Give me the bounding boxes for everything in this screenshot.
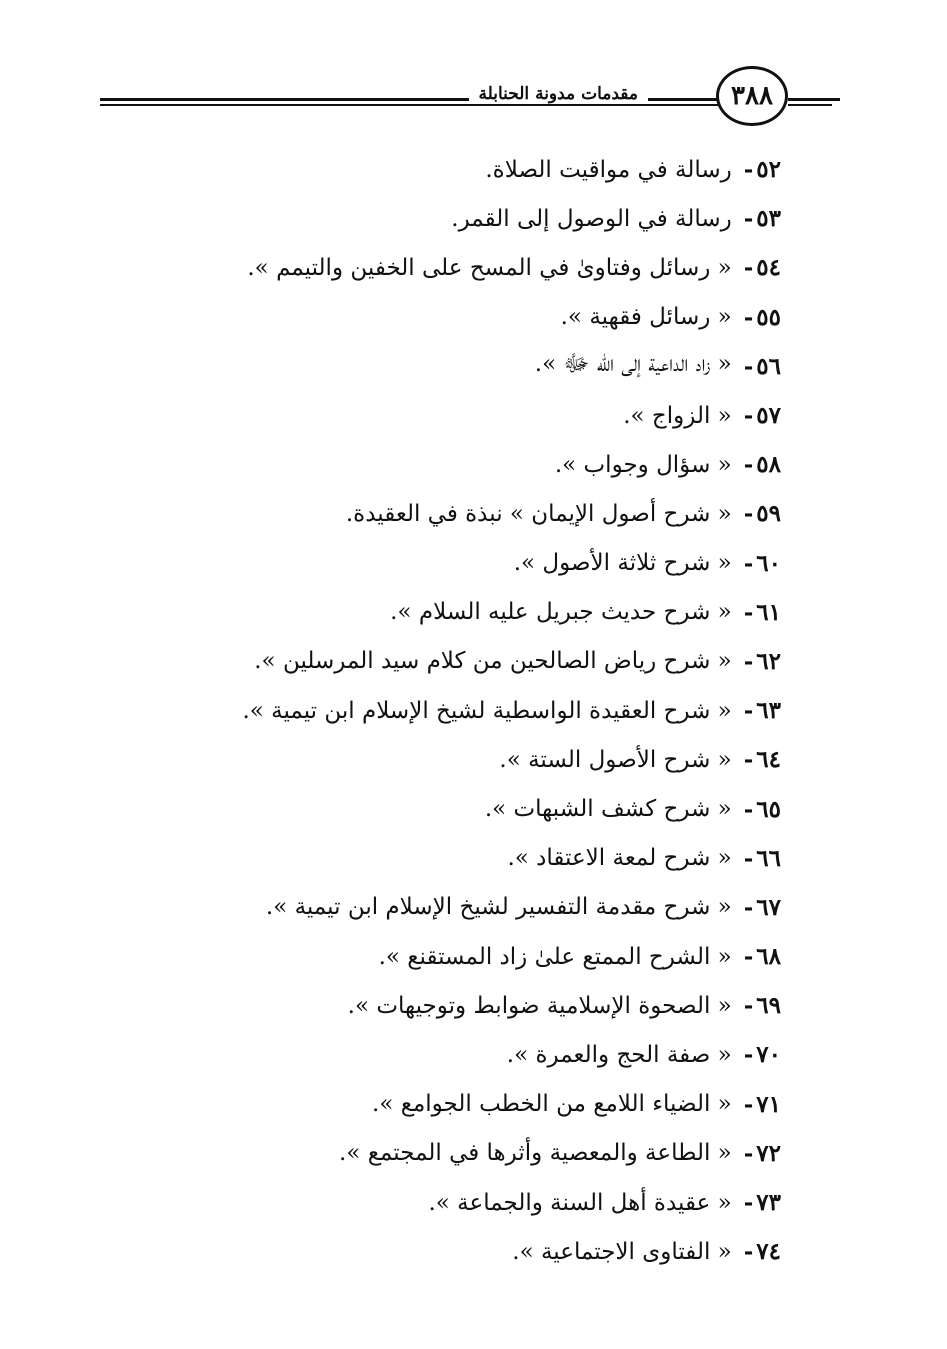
item-text: « شرح العقيدة الواسطية لشيخ الإسلام ابن تيمية ». bbox=[242, 697, 732, 724]
item-text: « الشرح الممتع علىٰ زاد المستقنع ». bbox=[378, 943, 732, 970]
item-number: ٦٩ - bbox=[744, 992, 781, 1019]
item-text: « الصحوة الإسلامية ضوابط وتوجيهات ». bbox=[347, 992, 732, 1019]
item-text: « شرح رياض الصالحين من كلام سيد المرسلين ». bbox=[254, 648, 732, 675]
page-header bbox=[100, 62, 840, 134]
item-number: ٥٥ - bbox=[744, 304, 781, 331]
list-item bbox=[181, 883, 781, 932]
list-item bbox=[181, 686, 781, 735]
item-number: ٦٣ - bbox=[744, 697, 781, 724]
item-text: « رسائل فقهية ». bbox=[560, 304, 732, 331]
item-number: ٥٦ - bbox=[744, 353, 781, 380]
list-item bbox=[181, 440, 781, 489]
list-item bbox=[181, 981, 781, 1030]
list-item bbox=[181, 145, 781, 194]
list-item bbox=[181, 342, 781, 391]
header-rule-right-thin bbox=[788, 104, 832, 106]
item-text: « الطاعة والمعصية وأثرها في المجتمع ». bbox=[339, 1140, 732, 1167]
item-number: ٥٧ - bbox=[744, 402, 781, 429]
list-item bbox=[181, 1178, 781, 1227]
page-number-badge bbox=[716, 66, 788, 126]
item-number: ٥٢ - bbox=[744, 156, 781, 183]
list-item bbox=[181, 1129, 781, 1178]
item-number: ٦١ - bbox=[744, 599, 781, 626]
item-text: « شرح مقدمة التفسير لشيخ الإسلام ابن تيمية ». bbox=[265, 894, 732, 921]
list-item bbox=[181, 932, 781, 981]
list-item bbox=[181, 243, 781, 292]
item-number: ٥٤ - bbox=[744, 254, 781, 281]
item-text: « صفة الحج والعمرة ». bbox=[506, 1041, 732, 1068]
list-item bbox=[181, 391, 781, 440]
book-list bbox=[181, 145, 781, 1276]
item-text: « الفتاوى الاجتماعية ». bbox=[512, 1238, 732, 1265]
item-number: ٦٠ - bbox=[744, 550, 781, 577]
list-item bbox=[181, 1080, 781, 1129]
item-number: ٧٠ - bbox=[744, 1041, 781, 1068]
item-text: « رسائل وفتاوىٰ في المسح على الخفين والتيمم ». bbox=[247, 254, 732, 281]
item-text: « شرح كشف الشبهات ». bbox=[484, 796, 732, 823]
item-text: « زاد الداعية إلى الله ﷻ ». bbox=[534, 351, 732, 378]
item-number: ٧٣ - bbox=[744, 1189, 781, 1216]
list-item bbox=[181, 1030, 781, 1079]
item-number: ٦٥ - bbox=[744, 796, 781, 823]
list-item bbox=[181, 735, 781, 784]
running-title: مقدمات مدونة الحنابلة bbox=[469, 84, 649, 104]
item-text: رسالة في مواقيت الصلاة. bbox=[485, 156, 732, 183]
item-text: « الزواج ». bbox=[623, 402, 732, 429]
page-number: ٣٨٨ bbox=[731, 81, 773, 111]
item-number: ٧١ - bbox=[744, 1091, 781, 1118]
item-number: ٦٨ - bbox=[744, 943, 781, 970]
item-text: « الضياء اللامع من الخطب الجوامع ». bbox=[372, 1091, 732, 1118]
item-text: « عقيدة أهل السنة والجماعة ». bbox=[428, 1189, 732, 1216]
item-number: ٥٨ - bbox=[744, 451, 781, 478]
item-text: « شرح الأصول الستة ». bbox=[499, 746, 732, 773]
list-item bbox=[181, 588, 781, 637]
list-item bbox=[181, 489, 781, 538]
item-number: ٦٢ - bbox=[744, 648, 781, 675]
item-number: ٦٦ - bbox=[744, 845, 781, 872]
list-item bbox=[181, 834, 781, 883]
item-text: « سؤال وجواب ». bbox=[554, 451, 732, 478]
item-text: « شرح ثلاثة الأصول ». bbox=[513, 550, 732, 577]
list-item bbox=[181, 194, 781, 243]
item-text: « شرح حديث جبريل عليه السلام ». bbox=[390, 599, 732, 626]
list-item bbox=[181, 293, 781, 342]
item-number: ٥٣ - bbox=[744, 205, 781, 232]
list-item bbox=[181, 784, 781, 833]
item-text: « شرح أصول الإيمان » نبذة في العقيدة. bbox=[345, 500, 732, 527]
item-number: ٧٤ - bbox=[744, 1238, 781, 1265]
list-item bbox=[181, 1227, 781, 1276]
item-number: ٥٩ - bbox=[744, 500, 781, 527]
item-number: ٦٧ - bbox=[744, 894, 781, 921]
header-rule-right bbox=[788, 98, 840, 101]
item-text: رسالة في الوصول إلى القمر. bbox=[451, 205, 732, 232]
list-item bbox=[181, 637, 781, 686]
item-text: « شرح لمعة الاعتقاد ». bbox=[507, 845, 732, 872]
item-number: ٧٢ - bbox=[744, 1140, 781, 1167]
list-item bbox=[181, 539, 781, 588]
header-rule-left-thin bbox=[100, 104, 720, 106]
item-number: ٦٤ - bbox=[744, 746, 781, 773]
